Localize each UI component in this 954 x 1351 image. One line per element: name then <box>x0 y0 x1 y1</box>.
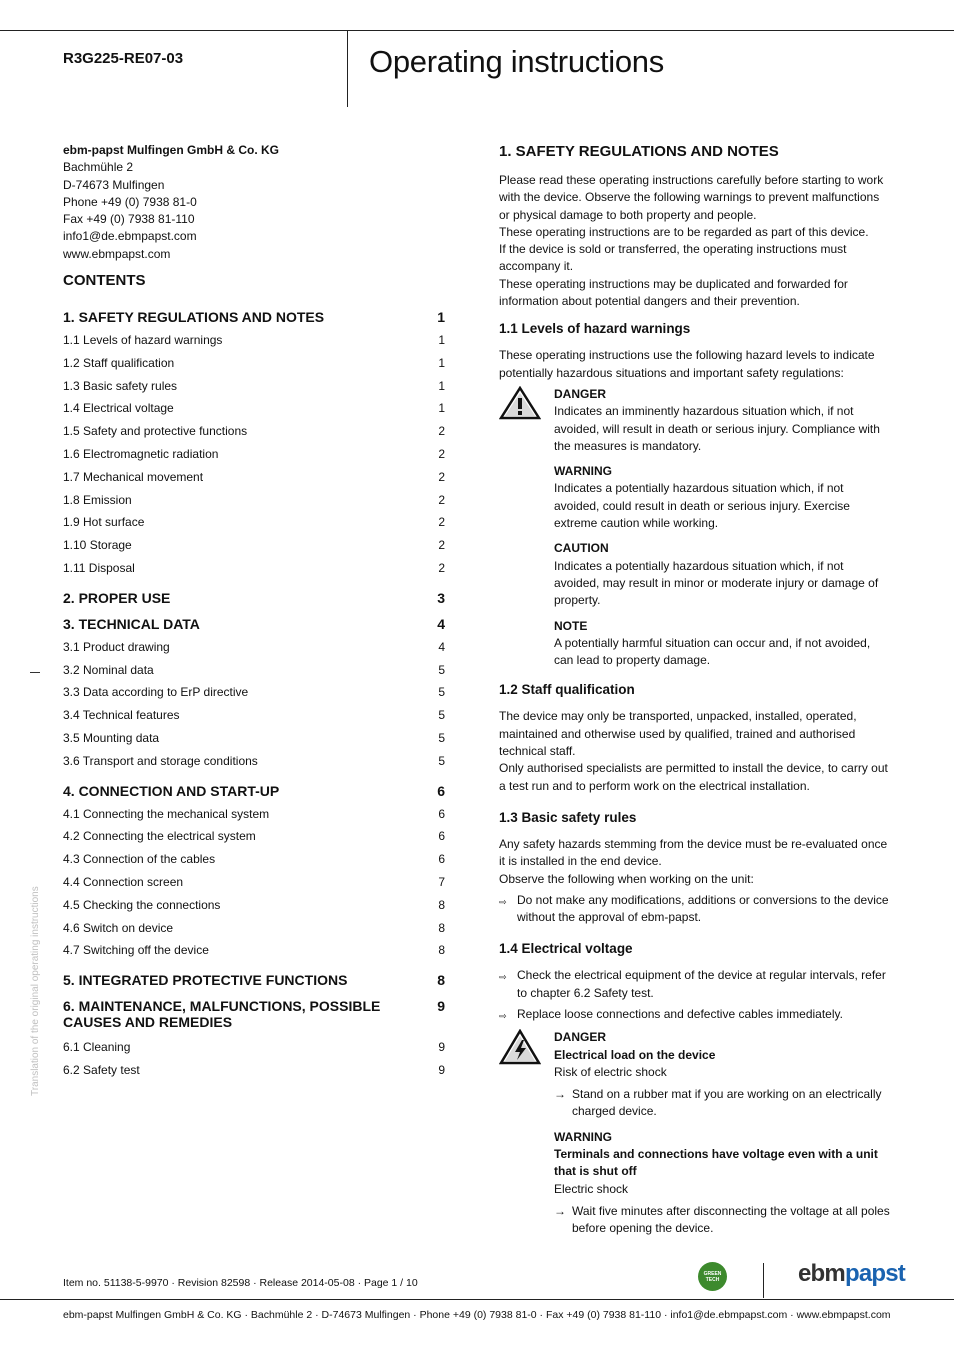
header-top-rule <box>0 30 954 31</box>
toc-entry[interactable] <box>63 1059 445 1082</box>
toc-page: 8 <box>438 897 445 912</box>
toc-page: 8 <box>437 972 445 989</box>
paragraph: The device may only be transported, unpacked, installed, operated, maintained and otherwise used by qualified, trained and authorised technical staff. <box>499 709 857 759</box>
toc-page: 5 <box>438 753 445 768</box>
toc-label: 1.2 Staff qualification <box>63 355 175 370</box>
toc-label: 1.6 Electromagnetic radiation <box>63 446 219 461</box>
toc-page: 3 <box>437 589 445 606</box>
toc-label: 2. PROPER USE <box>63 589 171 606</box>
toc-entry[interactable] <box>63 803 445 826</box>
paragraph: Observe the following when working on the unit: <box>499 871 754 886</box>
toc-entry[interactable] <box>63 489 445 512</box>
toc-page: 1 <box>438 355 445 370</box>
subsection-title: 1.4 Electrical voltage <box>499 941 633 957</box>
toc-page: 5 <box>438 662 445 677</box>
list-item: ⇨ Replace loose connections and defective cables immediately. <box>499 1006 891 1025</box>
toc-page: 8 <box>438 920 445 935</box>
toc-label: 1.3 Basic safety rules <box>63 378 178 393</box>
toc-page: 9 <box>438 1040 445 1055</box>
toc-entry[interactable] <box>63 329 445 352</box>
toc-entry[interactable] <box>63 750 445 773</box>
company-web[interactable]: www.ebmpapst.com <box>63 246 171 261</box>
header-divider <box>347 30 348 107</box>
toc-page: 4 <box>437 615 445 632</box>
toc-label: 6.2 Safety test <box>63 1062 140 1077</box>
caution-text: Indicates a potentially hazardous situation which, if not avoided, may result in minor or moderate injury or damage of property. <box>554 558 879 608</box>
toc-label: 3.2 Nominal data <box>63 662 154 677</box>
list-item: ⇨ Do not make any modifications, additions or conversions to the device without the approval of ebm-papst. <box>499 892 891 927</box>
toc-label: 1.5 Safety and protective functions <box>63 424 248 439</box>
paragraph: These operating instructions may be duplicated and forwarded for information about potential dangers and their prevention. <box>499 276 848 309</box>
toc-entry[interactable] <box>63 443 445 466</box>
page-title: Operating instructions <box>369 44 664 79</box>
company-name: ebm-papst Mulfingen GmbH & Co. KG <box>63 143 279 157</box>
arrow-bullet-icon: ⇨ <box>499 896 507 907</box>
toc-entry[interactable] <box>63 397 445 420</box>
toc-page: 6 <box>438 852 445 867</box>
toc-section[interactable] <box>63 998 445 1030</box>
toc-section[interactable] <box>63 972 445 988</box>
toc-page: 2 <box>438 560 445 575</box>
toc-label: 3.5 Mounting data <box>63 730 160 745</box>
paragraph: Any safety hazards stemming from the device must be re-evaluated once it is installed in the end device. <box>499 836 888 869</box>
toc-label: 4.2 Connecting the electrical system <box>63 829 256 844</box>
toc-label: 1. SAFETY REGULATIONS AND NOTES <box>63 309 325 325</box>
toc-label: 4.6 Switch on device <box>63 920 174 935</box>
toc-section[interactable] <box>63 783 445 799</box>
toc-page: 8 <box>438 943 445 958</box>
paragraph: These operating instructions are to be regarded as part of this device. <box>499 224 869 239</box>
toc-page: 2 <box>438 446 445 461</box>
toc-label: 1.4 Electrical voltage <box>63 401 174 416</box>
warning-subtitle: Terminals and connections have voltage even with a unit that is shut off <box>554 1147 878 1179</box>
toc-entry[interactable] <box>63 557 445 580</box>
side-note: Translation of the original operating instructions <box>30 886 41 1096</box>
toc-entry[interactable] <box>63 466 445 489</box>
subsection-title: 1.1 Levels of hazard warnings <box>499 321 691 337</box>
toc-label: 4.7 Switching off the device <box>63 943 209 958</box>
arrow-bullet-icon: ⇨ <box>499 972 507 983</box>
toc-entry[interactable] <box>63 511 445 534</box>
toc-page: 1 <box>438 333 445 347</box>
warning-triangle-icon <box>499 386 541 420</box>
toc-label: 5. INTEGRATED PROTECTIVE FUNCTIONS <box>63 972 348 989</box>
toc-page: 1 <box>438 378 445 393</box>
toc-entry[interactable] <box>63 727 445 750</box>
subsection-title: 1.3 Basic safety rules <box>499 809 637 825</box>
contents-heading: CONTENTS <box>63 272 146 289</box>
toc-label: 6.1 Cleaning <box>63 1040 131 1055</box>
paragraph: These operating instructions use the following hazard levels to indicate potentially hazardous situations and important safety regulations: <box>499 348 875 380</box>
paragraph: Please read these operating instructions carefully before starting to work with the device. Observe the following warnings to prevent malfunctions or physical damage to both property and people. <box>499 173 884 222</box>
toc-section[interactable] <box>63 590 445 606</box>
toc-section[interactable] <box>63 309 445 325</box>
company-city: D-74673 Mulfingen <box>63 177 165 192</box>
toc-entry[interactable] <box>63 659 445 682</box>
action-item: → Wait five minutes after disconnecting the voltage at all poles before opening the device. <box>554 1203 891 1238</box>
toc-label: 4. CONNECTION AND START-UP <box>63 782 280 799</box>
main-content <box>499 142 891 1238</box>
danger-label: DANGER <box>554 1030 607 1045</box>
toc-entry[interactable] <box>63 420 445 443</box>
toc-label: 4.4 Connection screen <box>63 874 184 889</box>
toc-page: 5 <box>438 708 445 723</box>
model-number: R3G225-RE07-03 <box>63 50 184 67</box>
subsection-title: 1.2 Staff qualification <box>499 682 635 698</box>
toc-label: 4.3 Connection of the cables <box>63 852 216 867</box>
toc-label: 3.1 Product drawing <box>63 639 170 654</box>
toc-entry[interactable] <box>63 939 445 962</box>
electric-hazard-icon <box>499 1029 541 1065</box>
warning-label: WARNING <box>554 464 612 479</box>
toc-label: 1.9 Hot surface <box>63 515 145 530</box>
company-phone: Phone +49 (0) 7938 81-0 <box>63 194 197 209</box>
paragraph: If the device is sold or transferred, the operating instructions must accompany it. <box>499 242 847 274</box>
toc-entry[interactable] <box>63 825 445 848</box>
toc-entry[interactable] <box>63 704 445 727</box>
toc-section[interactable] <box>63 616 445 632</box>
right-arrow-icon: → <box>554 1203 566 1218</box>
company-email[interactable]: info1@de.ebmpapst.com <box>63 229 197 244</box>
action-item: → Stand on a rubber mat if you are working on an electrically charged device. <box>554 1086 891 1121</box>
danger-subtitle: Electrical load on the device <box>554 1047 716 1062</box>
toc-label: 1.7 Mechanical movement <box>63 469 204 484</box>
danger-label: DANGER <box>554 386 607 401</box>
note-label: NOTE <box>554 618 588 633</box>
toc-entry[interactable] <box>63 848 445 871</box>
toc-label: 1.10 Storage <box>63 538 132 553</box>
footer-item-info: Item no. 51138-5-9970 · Revision 82598 · Release 2014-05-08 · Page 1 / 10 <box>63 1277 418 1289</box>
danger-text: Risk of electric shock <box>554 1064 667 1079</box>
toc-label: 6. MAINTENANCE, MALFUNCTIONS, POSSIBLE CAUSES AND REMEDIES <box>63 998 381 1031</box>
toc-page: 1 <box>438 401 445 416</box>
toc-entry[interactable] <box>63 894 445 917</box>
toc-entry[interactable] <box>63 871 445 894</box>
toc-page: 2 <box>438 492 445 507</box>
warning-text: Electric shock <box>554 1181 629 1196</box>
toc-label: 4.5 Checking the connections <box>63 897 221 912</box>
ebmpapst-logo: ebmpapst <box>798 1260 905 1287</box>
toc-page: 9 <box>437 998 445 1015</box>
list-item: ⇨ Check the electrical equipment of the device at regular intervals, refer to chapter 6.2 Safety test. <box>499 967 891 1002</box>
toc-page: 6 <box>438 806 445 821</box>
electrical-hazards <box>499 1029 891 1237</box>
toc-label: 3.6 Transport and storage conditions <box>63 753 258 768</box>
caution-label: CAUTION <box>554 541 609 556</box>
toc-page: 7 <box>438 874 445 889</box>
toc-page: 2 <box>438 538 445 553</box>
toc-page: 5 <box>438 685 445 700</box>
footer-address: ebm-papst Mulfingen GmbH & Co. KG · Bachmühle 2 · D-74673 Mulfingen · Phone +49 (0) 7938 81-0 · Fax +49 (0) 7938 81-110 · info1@de.ebmpapst.com · www.ebmpapst.com <box>63 1309 891 1321</box>
green-tech-badge: GREEN TECH <box>698 1262 727 1291</box>
toc-entry[interactable] <box>63 917 445 940</box>
toc-page: 5 <box>438 730 445 745</box>
toc-label: 3.4 Technical features <box>63 708 180 723</box>
company-fax: Fax +49 (0) 7938 81-110 <box>63 212 195 227</box>
table-of-contents <box>63 309 445 1082</box>
toc-page: 2 <box>438 469 445 484</box>
toc-label: 3. TECHNICAL DATA <box>63 615 200 632</box>
toc-entry[interactable] <box>63 1036 445 1059</box>
section-title: 1. SAFETY REGULATIONS AND NOTES <box>499 143 779 160</box>
toc-label: 3.3 Data according to ErP directive <box>63 685 249 700</box>
warning-text: Indicates a potentially hazardous situation which, if not avoided, could result in death or serious injury. Exercise extreme caution while working. <box>554 481 850 531</box>
toc-page: 2 <box>438 424 445 439</box>
toc-label: 1.11 Disposal <box>63 560 135 575</box>
toc-page: 1 <box>437 309 445 325</box>
danger-text: Indicates an imminently hazardous situation which, if not avoided, will result in death or serious injury. Compliance with the measures is mandatory. <box>554 404 880 453</box>
toc-label: 1.1 Levels of hazard warnings <box>63 333 223 347</box>
right-arrow-icon: → <box>554 1087 566 1102</box>
footer-divider <box>763 1263 764 1298</box>
toc-page: 4 <box>438 639 445 654</box>
toc-entry[interactable] <box>63 352 445 375</box>
fold-mark <box>30 672 40 673</box>
toc-entry[interactable] <box>63 534 445 557</box>
toc-entry[interactable] <box>63 375 445 398</box>
toc-entry[interactable] <box>63 636 445 659</box>
toc-label: 1.8 Emission <box>63 492 132 507</box>
toc-entry[interactable] <box>63 681 445 704</box>
hazard-levels <box>499 386 891 669</box>
warning-label: WARNING <box>554 1129 612 1144</box>
company-address <box>63 142 363 263</box>
toc-label: 4.1 Connecting the mechanical system <box>63 806 270 821</box>
footer-rule <box>0 1299 954 1300</box>
paragraph: Only authorised specialists are permitted to install the device, to carry out a test run and to perform work on the electrical installation. <box>499 761 888 793</box>
toc-page: 6 <box>437 782 445 799</box>
note-text: A potentially harmful situation can occur and, if not avoided, can lead to property damage. <box>554 635 871 668</box>
toc-page: 6 <box>438 829 445 844</box>
toc-page: 9 <box>438 1062 445 1077</box>
company-street: Bachmühle 2 <box>63 160 134 175</box>
arrow-bullet-icon: ⇨ <box>499 1010 507 1021</box>
toc-page: 2 <box>438 515 445 530</box>
